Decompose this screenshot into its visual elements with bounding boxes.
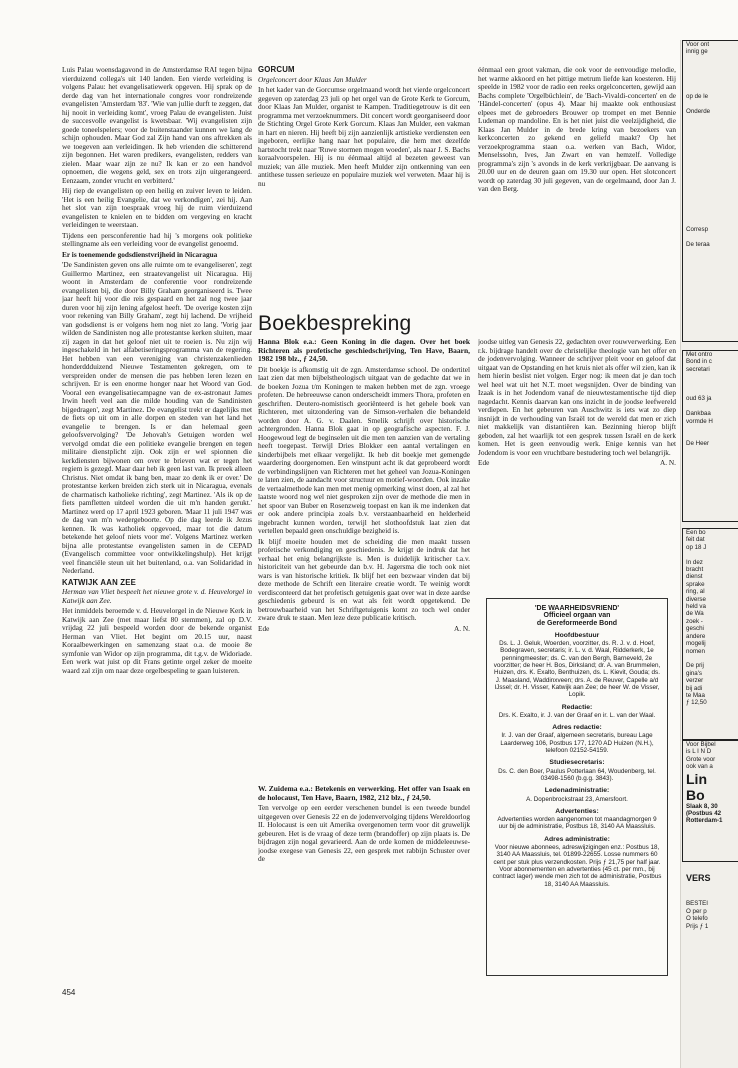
edge-text-line: nomen	[686, 647, 705, 655]
review-column-2	[478, 338, 676, 570]
edge-text-line: Voor ont	[686, 41, 710, 48]
edge-box-3	[682, 528, 738, 740]
edge-text-line: feit dat	[686, 536, 705, 544]
edge-text-line	[683, 219, 738, 226]
edge-text-line: diverse	[686, 595, 706, 603]
signature-place: Ede	[258, 623, 270, 633]
gorcum-continued: éénmaal een groot vakman, die ook voor de eenvoudige melodie, het warme akkoord en het pittige metrum liefde kan koesteren. Hij speelde in 1982 voor de radio een reeks orgelconcerten, gewijd aan Bachs complete 'Orgelbüchlein', de 'Bach-Vivaldi-concerten' en de 'Händel-concerten' (opus 4). Maar hij maakte ook enthousiast elpees met de gebroeders Brouwer op trompet en met Bennie Ludeman op mandoline. En is het niet juist die veelzijdigheid, die Klaas Jan Mulder in de brede kring van bezoekers van kerkconcerten zo gekend en geliefd maakt? Op het verzoekprogramma staan o.a. werken van Bach, Widor, Menselssohn, Ives, Jan Zwart en van hemzelf. Volledige programma's zijn 's avonds in de kerk verkrijgbaar. De aanvang is 20.00 uur en de deuren gaan om 19.30 uur open. Het slotconcert wordt op zaterdag 30 juli gegeven, van de orgelmaand, door Jan J. van den Berg.	[478, 66, 676, 193]
edge-text-line	[683, 204, 738, 211]
book-1-heading: Hanna Blok e.a.: Geen Koning in die dagen. Over het boek Richteren als profetische geschiedschrijving, Ten Have, Baarn, 1982 198 blz., ƒ 24,50.	[258, 338, 470, 363]
edge-box-4	[682, 740, 738, 862]
review-2-intro: Ten vervolge op een eerder verschenen bundel is een tweede bundel uitgegeven over Genesis 22 en de jodenvervolging tijdens Wereldoorlog II. Holocaust is een uit Amerika overgenomen term voor dit gruwelijk gebeuren. Het is de vraag of deze term (brandoffer) op zijn plaats is. De bijdragen zijn nogal gevarieerd. Aan de orde komen de middeleeuwse-joodse exegese van Genesis 22, een gesprek met rabbijn Schuster over de	[258, 803, 470, 863]
review-2-text: joodse uitleg van Genesis 22, gedachten over rouwverwerking. Een r.k. bijdrage handelt over de christelijke theologie van het offer en de jodenvervolging. Wanneer de schrijver pleit voor en geloof dat uitgaat van de Opstanding en het kruis niet als offer wil zien, kan ik hem hierin beslist niet volgen. Erger nog: ik meen dat je dan toch wel heel wat uit het N.T. moet wegsnijden. Over de binding van Izaak is in het Jodendom vanaf de nieuwtestamentische tijd diep nagedacht. Kennis daarvan kan ons inzicht in de joodse leefwereld verdiepen. En het gebeuren van Auschwitz is iets wat zo diep insnijdt in de verhouding van Israël tot de wereld dat men er zich niet makkelijk van distantiëren kan. Bezinning hierop blijft geboden, zal het waarlijk tot een gesprek tussen Israël en de kerk komen. Het is geen eenvoudig werk. Enige kennis van het Jodendom is voor een vruchtbare bestudering toch wel belangrijk.	[478, 338, 676, 457]
edge-text-line	[683, 167, 738, 174]
edge-text-line	[683, 145, 738, 152]
edge-text-line	[683, 152, 738, 159]
edge-text-line: Met ontro	[686, 351, 713, 358]
edge-text-line: zoek -	[686, 617, 703, 625]
column-middle-top	[258, 66, 470, 294]
edge-text-line: innig ge	[686, 48, 708, 56]
board-text: Ds. L. J. Geluk, Woerden, voorzitter, ds. R. J. v. d. Hoef, Bodegraven, secretaris; ir. L. v. d. Waal, Ridderkerk, 1e penningmeester; ds. C. van den Bergh, Barneveld, 2e voorzitter; de heer H. Bos, Dirksland; dr. A. van Brummelen, Huizen, drs. K. Exalto, Benthuizen, ds. L. Kievit, Gouda; ds. J. Maasland, Waddinxveen; drs. A. de Reuver, Capelle a/d IJssel; dr. H. Visser, Katwijk aan Zee; de heer W. de Visser, Lopik.	[493, 640, 661, 699]
study-secretary-heading: Studiesecretaris:	[549, 759, 605, 767]
board-heading: Hoofdbestuur	[554, 631, 600, 639]
edge-text-line: Prijs ƒ 1	[686, 922, 709, 930]
edge-text-line	[683, 388, 738, 395]
page-number: 454	[62, 988, 76, 997]
edge-text-line: In dez	[686, 558, 703, 566]
colophon-box	[486, 598, 668, 976]
column-left	[62, 66, 252, 986]
edge-text-line	[683, 189, 738, 196]
edge-text-line	[683, 551, 738, 558]
edge-text-line: is L I N D	[686, 748, 712, 756]
edge-text-line: geschi	[686, 625, 704, 633]
edge-text-line: bij adi	[686, 684, 703, 692]
edge-text-line	[683, 174, 738, 181]
katwijk-subtitle: Herman van Vliet bespeelt het nieuwe grote v. d. Heuvelorgel in Katwijk aan Zee.	[62, 587, 252, 605]
edge-text-line	[683, 234, 738, 241]
edge-text-line	[683, 63, 738, 70]
edge-text-line: BESTEI	[686, 900, 709, 908]
gorcum-text: In het kader van de Gorcumse orgelmaand wordt het vierde orgelconcert gegeven op zaterdag 23 juli op het orgel van de Grote Kerk te Gorcum, door Klaas Jan Mulder, organist te Kampen. Traditiegetrouw is dit een programma met verzoeknummers. Dit concert wordt georganiseerd door de Stichting Orgel Grote Kerk Gorcum. Klaas Jan Mulder, een vakman in hart en nieren. Hij heeft bij zijn aanzienlijk artistieke verdiensten een ingeboren, eerlijke hang naar het populaire, die hem met dezelfde hartstocht trekt naar 'Ruwe stormen mogen woeden', als naar J. S. Bachs koraalvoorspelen. Hij is nu éénmaal altijd al bezeten geweest van muziek; van álle muziek. Men heeft Mulder zijn ontkenning van een antithese tussen serieuze en populaire muziek wel verweten. Maar hij is nu	[258, 85, 470, 188]
edge-text-line	[683, 425, 738, 432]
edge-text-line: bracht	[686, 566, 704, 574]
edge-text-line	[683, 137, 738, 144]
edge-text-line	[683, 373, 738, 380]
edge-text-line: Rotterdam-1	[686, 817, 723, 825]
edge-text-line	[683, 85, 738, 92]
administration-text: Voor nieuwe abonnees, adreswijzigingen enz.: Postbus 18, 3140 AA Maassluis, tel. 01899-22655. Losse nummers 60 cent per stuk plus verzendkosten. Prijs ƒ 21,75 per half jaar. Voor abonnementen en advertenties (45 ct. per mm., bij contract lager) wende men zich tot de administratie, Postbus 18, 3140 AA Maassluis.	[492, 844, 662, 888]
edge-text-line	[683, 655, 738, 662]
masthead-line-2: Officieel orgaan van	[543, 612, 611, 620]
edge-text-line: op de le	[686, 92, 709, 100]
edge-text-line	[683, 403, 738, 410]
edge-text-line: mogelij	[686, 640, 706, 648]
masthead-title: 'DE WAARHEIDSVRIEND'	[534, 605, 620, 612]
edge-text-line: Een bo	[686, 529, 706, 536]
katwijk-heading: KATWIJK AAN ZEE	[62, 577, 137, 587]
editorial-heading: Redactie:	[561, 703, 593, 711]
edge-text-line: ƒ 12,50	[686, 699, 707, 707]
gorcum-heading: GORCUM	[258, 66, 295, 74]
signature-initials: A. N.	[453, 623, 470, 633]
review-1-text: Dit boekje is afkomstig uit de zgn. Amsterdamse school. De ondertitel laat zien dat men bijbelstheologisch uitgaat van de gedachte dat we in de boeken Jozua t/m Koningen te maken hebben met de zgn. vroege profeten. De hebreeuwse canon onderscheidt immers Thora, profeten en geschriften. Deutero-nomistisch georiënteerd is het gehele boek van Richteren, met uitzondering van de Simson-verhalen die behandeld worden door A. G. v. Daalen. Smelik schrijft over historische achtergronden. Hanna Blok gaat in op geografische aspecten. F. J. Hoogewoud legt de beginselen uit die men ten aanzien van de vertaling heeft toegepast. Terwijl Dries Blokker een aantal vertalingen en kinderbijbels met elkaar vergelijkt. Ik heb dit boekje met gemengde waardering doorgenomen. Een winstpunt acht ik dat geprobeerd wordt de verbindingslijnen van Richteren met het geheel van Jozua-Koningen te laten zien, de aandacht voor structuur en motief-woorden. Ook inzake de vertaalmethode kan men met menig opmerking winst doen, al zal het laatste woord nog wel niet gesproken zijn over de methode die men in het spoor van Buber en Rosenzweig toepast en kan ik me indenken dat er ook andere principia zoals b.v. verstaanbaarheid en helderheid ingebracht kunnen worden, terwijl het slothoofdstuk laat zien dat vertellen bepaald geen onschuldige bezigheid is.	[258, 364, 470, 535]
edge-text-line: verzer	[686, 677, 704, 685]
edge-box-5	[682, 866, 738, 1028]
editorial-address-text: Ir. J. van der Graaf, algemeen secretaris, bureau Lage Laarderweg 106, Postbus 177, 1270 AD Huizen (N.H.), telefoon 02152-54159.	[500, 732, 654, 755]
membership-heading: Ledenadministratie:	[544, 787, 610, 795]
edge-text-line: op 18 J	[686, 543, 707, 551]
edge-text-line: andere	[686, 632, 706, 640]
edge-text-line: Grote voor	[686, 755, 716, 763]
edge-text-line: ring, al	[686, 588, 705, 596]
advertising-text: Advertenties worden aangenomen tot maandagmorgen 9 uur bij de administratie, Postbus 18, 3140 AA Maassluis.	[497, 816, 657, 831]
editorial-address-heading: Adres redactie:	[552, 724, 602, 732]
edge-text-line: held va	[686, 603, 706, 611]
edge-text-line: De teraa	[686, 240, 710, 248]
edge-text-line: Onderde	[686, 107, 711, 115]
editorial-text: Drs. K. Exalto, ir. J. van der Graaf en ir. L. van der Waal.	[498, 711, 656, 719]
edge-text-line: ook van a	[686, 763, 713, 771]
administration-heading: Adres administratie:	[544, 835, 610, 843]
gorcum-subtitle: Orgelconcert door Klaas Jan Mulder	[258, 74, 367, 84]
edge-text-line: gina's	[686, 669, 702, 677]
nicaragua-para: 'De Sandinisten geven ons alle ruimte om te evangeliseren', zegt Guillermo Martinez, een straatevangelist uit Nicaragua. Hij woont in Amsterdam de conferentie voor rondreizende evangelisten bij, die door Billy Graham georganiseerd is. Twee jaar heeft hij voor die reis gespaard en het zal nog twee jaar duren voor hij zijn lening afgelost heeft. 'De overige kosten zijn voor rekening van Billy Graham', zegt hij lachend. De vrijheid van godsdienst is er volgens hem nog niet zo lang. 'Vorig jaar wilden de Sandinisten nog alle protestantse kerken sluiten, maar zij zagen in dat het geloof niet uit te roeien is. Nu zijn wij ingeschakeld in het alfabetiseringsprogramma van de regering. Het hebben van een vereniging van christenzakenlieden honderddduizend Nieuwe Testamenten gekregen, om te verspreiden onder de mensen die pas hebben leren lezen en schrijven. Er is een enorme honger naar het Woord van God. Vooral een evangelisatiecampagne van de ex-astronaut James Irwin heeft veel aan die milde houding van de Sandinisten bijgedragen', zegt Martinez. De evangelist trekt er dagelijks met de fiets op uit om in alle dorpen en steden van het land het evangelie te brengen. Is er dan helemaal geen geloofsvervolging? 'De Jehovah's Getuigen worden wel vervolgd omdat die een politieke evangelie brengen en tegen militaire dienstplicht zijn. Ook zijn er wel spionnen die kerkdiensten bijwonen om over te brieven wat er tegen het regiem is gezegd. Maar daar heb ik geen last van. Ik preek alleen Christus. Niet omdat ik bang ben, maar zo denk ik er over.' De protestantse kerken breiden zich sterk uit in Nicaragua, evenals de charmatisch katholieke richting', zegt Martinez. 'Als ik op de fiets pamfletten uitdeel worden die uit m'n handen gerukt.' Martinez werd op 17 april 1923 geboren. 'Maar 11 juli 1947 was de dag van m'n wedergeboorte. Op die dag leerde ik Jezus kennen. Ik was katholiek opgevoed, maar tot die datum betekende het geloof niets voor me'. Volgens Martinez werken bijna alle protestantse evangelisten samen in de CEPAD (Evangelisch committee voor ontwikkelingshulp). Het krijgt veel financiële steun uit het buitenland, o.a. van Solidaridad in Nederland.	[62, 260, 252, 575]
signature-place: Ede	[478, 458, 490, 467]
review-1-signature	[258, 625, 470, 634]
edge-text-line: sprake	[686, 580, 705, 588]
edge-brand-line-1: Lin	[686, 770, 707, 787]
edge-text-line: Corresp	[686, 226, 709, 234]
edge-text-line	[683, 71, 738, 78]
edge-text-line: vormde H	[686, 417, 713, 425]
edge-text-line: secretari	[686, 365, 710, 373]
edge-text-line: De Heer	[686, 439, 710, 447]
review-column-1	[258, 338, 470, 776]
edge-text-line: te Maa	[686, 691, 705, 699]
palau-para-3: Tijdens een persconferentie had hij 's morgens ook politieke stellingname als een verleiding voor de evangelist genoemd.	[62, 230, 252, 248]
edge-text-line: Slaak 8, 30	[686, 802, 718, 810]
review-2-signature	[478, 459, 676, 468]
review-column-3	[258, 785, 470, 985]
edge-box-2	[682, 350, 738, 522]
edge-text-line: De prij	[686, 662, 704, 670]
edge-text-line	[683, 78, 738, 85]
edge-text-line	[683, 122, 738, 129]
palau-para-1: Luis Palau woensdagavond in de Amsterdamse RAI tegen bijna vierduizend collega's uit 140 landen. Een vierde verleiding is volgens Palau: het evangelisatiewerk opgeven. Hij sprak op de derde dag van het internationale congres voor rondreizende evangelisten 'Amsterdam '83'. 'Wie van jullie durft te zeggen, dat hij nooit in verleiding komt', vroeg Palau de evangelisten. Juist de succesvolle evangelist is kwetsbaar. 'Wij evangelisten zijn goede toneelspelers; voor de buitenstaander kunnen we lang de schijn ophouden. Maar God zal Zijn hand van ons aftrekken als we toegeven aan verleidingen. Ik heb vrienden die schitterend zijn begonnen. Het waren predikers, evangelisten, redders van zielen. Maar waar zijn ze nu? Ik kan er zo een handvol opnoemen, die wegens geld, sex en trots zijn uitgerangeerd. Eenzaam, zonder vrucht en verbitterd.'	[62, 66, 252, 185]
book-2-heading: W. Zuidema e.a.: Betekenis en verwerking. Het offer van Isaak en de holocaust, Ten Have, Baarn, 1982, 212 blz., ƒ 24,50.	[258, 785, 470, 802]
review-1-text-b: Ik blijf moeite houden met de scheiding die men maakt tussen profetische verkondiging en geschiedenis. Je krijgt de indruk dat het verhaal het enig belangrijkste is. Men is duidelijk kritischer t.a.v. historiciteit van het gebeurde dan b.v. H. Jagersma die toch ook niet wars is van historische kritiek. Ik blijf het een bezwaar vinden dat bij deze methode de Schrift een literaire creatie wordt. Te weinig wordt verdisconteerd dat het profetisch getuigenis gaat over wat in deze aardse geschiedenis gebeurd is en wat als feit wordt opgetekend. De betrouwbaarheid van het Schriftgetuigenis komt zo toch wel onder zware druk te staan. Men leze deze publicatie kritisch.	[258, 536, 470, 622]
edge-text-line: dienst	[686, 573, 703, 581]
edge-text-line: Voor Bijbel	[686, 741, 716, 748]
edge-text-line	[683, 130, 738, 137]
edge-text-line	[683, 197, 738, 204]
palau-para-2: Hij riep de evangelisten op een heilig en zuiver leven te leiden. 'Het is een heilig Evangelie, dat we verkondigen', zei hij. Aan het slot van zijn toespraak vroeg hij de ruim vierduizend evangelisten te knielen en te bidden om vergeving en kracht verleidingen te weerstaan.	[62, 186, 252, 229]
edge-text-line: Bond in c	[686, 358, 712, 366]
edge-text-line	[683, 211, 738, 218]
edge-brand-line-2: Bo	[686, 786, 705, 803]
advertising-heading: Advertenties:	[555, 807, 599, 815]
edge-text-line: O telefo	[686, 915, 708, 923]
edge-text-line	[683, 160, 738, 167]
edge-text-line	[683, 182, 738, 189]
edge-text-line: O per p	[686, 907, 707, 915]
katwijk-text: Het inmiddels beroemde v. d. Heuvelorgel in de Nieuwe Kerk in Katwijk aan Zee (met maar liefst 80 stemmen), zal op D.V. vrijdag 22 juli bespeeld worden door de bekende organist Herman van Vliet. Het begint om 20.15 uur, naast Koraalbewerkingen en samenzang staat o.a. de mooie 8e symfonie van Widor op zijn programma, dit t.g.v. de Widoriade. Een werk wat juist op dit Frans getinte orgel zeker de moeite waard zal zijn om naar deze orgelbespeling te gaan luisteren.	[62, 606, 252, 675]
edge-box-1	[682, 40, 738, 342]
edge-text-line	[683, 115, 738, 122]
masthead-line-3: de Gereformeerde Bond	[536, 619, 618, 627]
edge-text-line	[683, 56, 738, 63]
study-secretary-text: Ds. C. den Boer, Paulus Potterlaan 64, Woudenberg, tel. 03498-1560 (b.g.g. 3843).	[498, 767, 656, 782]
edge-heading: VERS	[686, 873, 711, 883]
edge-text-line: Dankbaa	[686, 410, 711, 418]
membership-text: A. Dopenbrockstraat 23, Amersfoort.	[526, 795, 628, 803]
edge-text-line: (Postbus 42	[686, 810, 722, 818]
nicaragua-subhead: Er is toenemende godsdienstvrijheid in Nicaragua	[62, 249, 218, 259]
signature-initials: A. N.	[659, 458, 676, 467]
edge-text-line	[683, 100, 738, 107]
edge-text-line	[683, 432, 738, 439]
edge-text-line: de Wa	[686, 610, 704, 618]
edge-text-line	[683, 381, 738, 388]
section-title: Boekbespreking	[258, 312, 412, 335]
edge-text-line: oud 63 ja	[686, 395, 712, 403]
column-right-top	[478, 66, 676, 294]
